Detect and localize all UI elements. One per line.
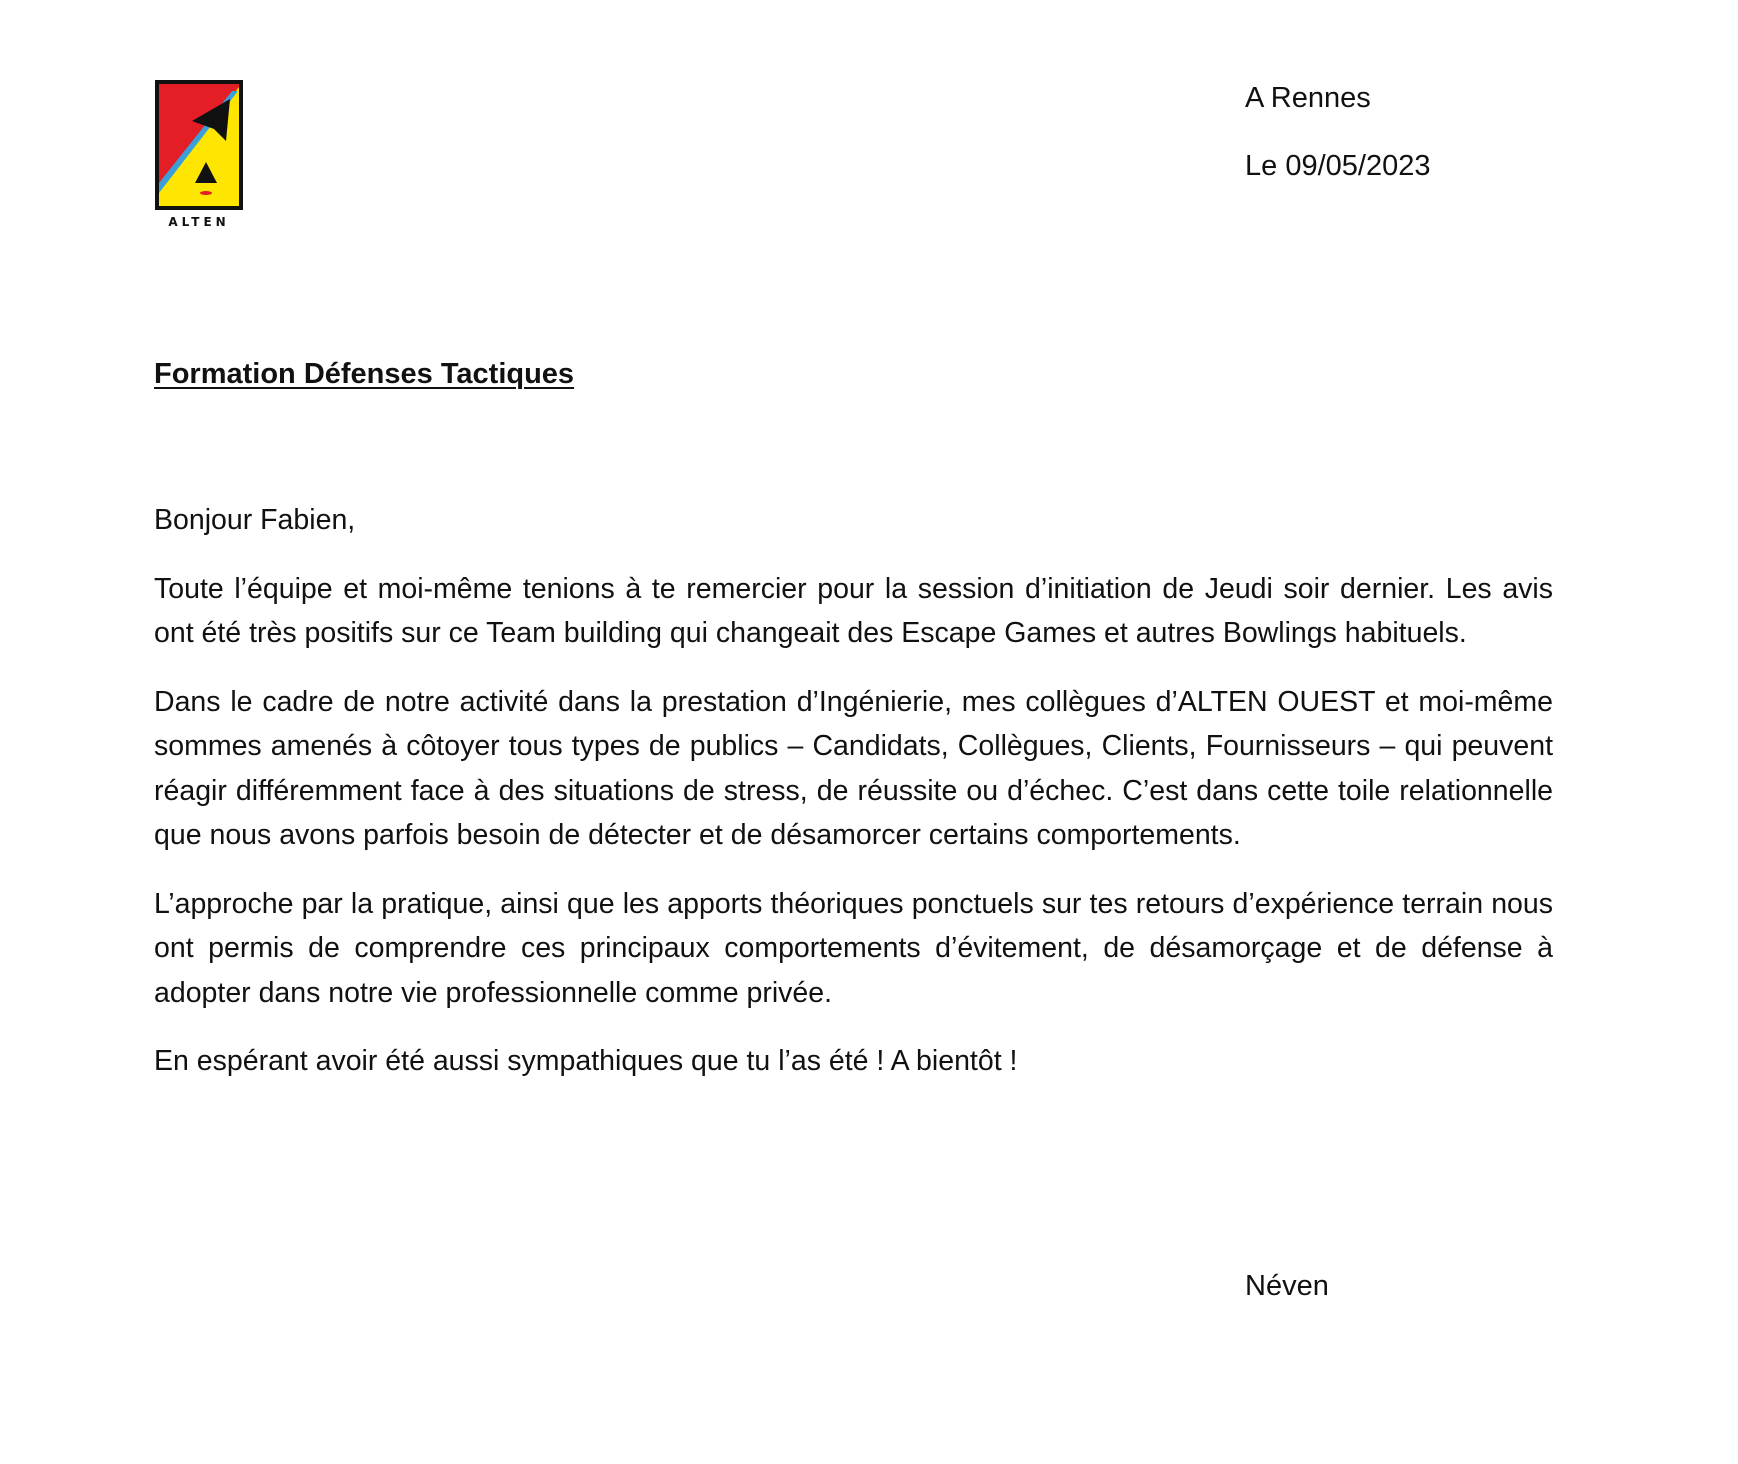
paragraph-thanks: Toute l’équipe et moi-même tenions à te remercier pour la session d’initiation de Jeudi soir dernier. Les avis ont été très positifs sur ce Team building qui changeait des Escape Games et autres Bowlings habituels. xyxy=(154,572,1553,649)
letter-subject: Formation Défenses Tactiques xyxy=(154,358,575,390)
paragraph-approach: L’approche par la pratique, ainsi que les apports théoriques ponctuels sur tes retours d’expérience terrain nous ont permis de comprendre ces principaux comportements d’évitement, de désamorçage et de défense à adopter dans notre vie professionnelle comme privée. xyxy=(154,887,1553,1009)
place: A Rennes xyxy=(1245,82,1371,114)
letter-body xyxy=(154,498,1553,1108)
alten-logo-mark xyxy=(154,79,244,229)
place-date-block xyxy=(1245,80,1430,185)
paragraph-closing: En espérant avoir été aussi sympathiques que tu l’as été ! A bientôt ! xyxy=(154,1045,1018,1077)
date: Le 09/05/2023 xyxy=(1245,150,1431,183)
signature: Néven xyxy=(1245,1270,1329,1302)
paragraph-context: Dans le cadre de notre activité dans la prestation d’Ingénierie, mes collègues d’ALTEN OUEST et moi-même sommes amenés à côtoyer tous types de publics – Candidats, Collègues, Clients, Fournisseurs – qui peuvent réagir différemment face à des situations de stress, de réussite ou d’échec. C’est dans cette toile relationnelle que nous avons parfois besoin de détecter et de désamorcer certains comportements. xyxy=(154,685,1553,851)
greeting: Bonjour Fabien, xyxy=(154,504,356,536)
alten-logo xyxy=(154,79,244,229)
logo-wordmark: ALTEN xyxy=(168,215,230,229)
